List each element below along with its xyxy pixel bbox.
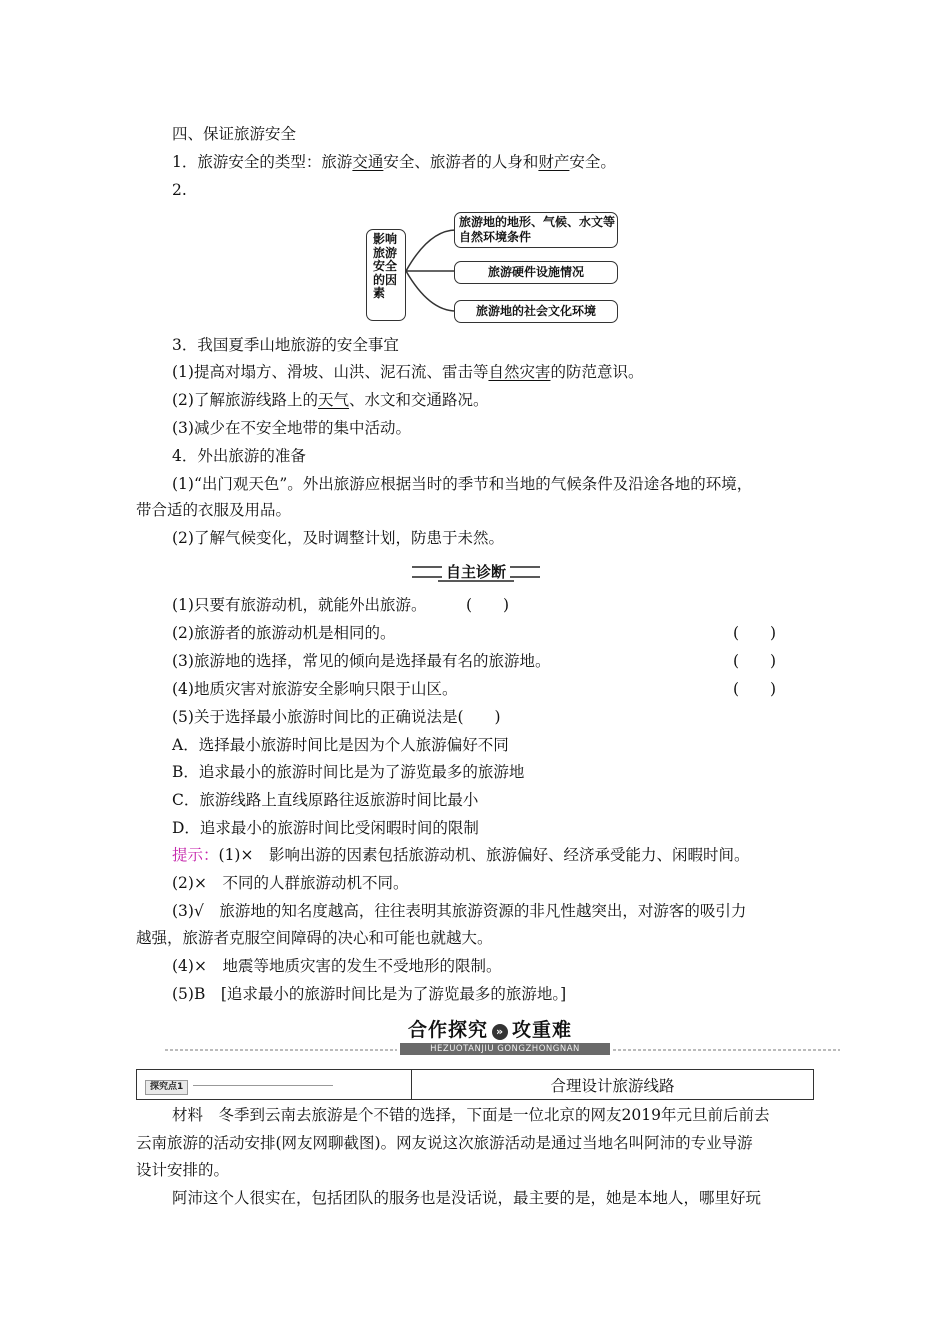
paragraph-line: 云南旅游的活动安排(网友网聊截图)。网友说这次旅游活动是通过当地名叫阿沛的专业导游 bbox=[136, 1134, 753, 1152]
answer-blank: ( ) bbox=[466, 596, 510, 614]
paragraph-line bbox=[172, 152, 616, 172]
section-banner bbox=[412, 562, 540, 582]
paragraph-line: 3．我国夏季山地旅游的安全事宜 bbox=[172, 336, 399, 354]
text: (1)提高对塌方、滑坡、山洪、泥石流、雷击等 bbox=[172, 363, 489, 381]
option-c: C．旅游线路上直线原路往返旅游时间比最小 bbox=[172, 791, 479, 809]
paragraph-line: 带合适的衣服及用品。 bbox=[136, 501, 292, 519]
underlined-term: 自然灾害 bbox=[488, 363, 551, 381]
banner-title-a: 合作探究 bbox=[408, 1019, 489, 1041]
tip-label: 提示： bbox=[172, 846, 219, 864]
answer-line bbox=[172, 845, 749, 865]
text: 、水文和交通路况。 bbox=[348, 391, 489, 409]
topic-tag-cell bbox=[137, 1070, 412, 1100]
question-line: (1)只要有旅游动机，就能外出旅游。 bbox=[172, 596, 427, 614]
tag-underline bbox=[193, 1085, 333, 1086]
diagram-root-box bbox=[366, 229, 406, 321]
answer-line: (5)B [追求最小的旅游时间比是为了游览最多的旅游地。] bbox=[172, 985, 567, 1003]
paragraph-line bbox=[172, 390, 489, 410]
text: (1)× 影响出游的因素包括旅游动机、旅游偏好、经济承受能力、闲暇时间。 bbox=[218, 846, 750, 864]
banner-title: 自主诊断 bbox=[445, 563, 506, 581]
question-line: (2)旅游者的旅游动机是相同的。 bbox=[172, 624, 396, 642]
banner-title-b: 攻重难 bbox=[512, 1019, 573, 1041]
diagram-box-culture: 旅游地的社会文化环境 bbox=[454, 300, 618, 323]
answer-line: (2)× 不同的人群旅游动机不同。 bbox=[172, 874, 409, 892]
topic-title: 合理设计旅游线路 bbox=[412, 1070, 814, 1100]
paragraph-line: 阿沛这个人很实在，包括团队的服务也是没话说，最主要的是，她是本地人，哪里好玩 bbox=[172, 1189, 762, 1207]
question-line: (4)地质灾害对旅游安全影响只限于山区。 bbox=[172, 680, 458, 698]
double-chevron-icon: » bbox=[492, 1024, 508, 1040]
answer-blank: ( ) bbox=[733, 624, 777, 642]
banner-subtitle: HEZUOTANJIU GONGZHONGNAN bbox=[400, 1043, 610, 1055]
topic-table bbox=[136, 1069, 814, 1100]
diagram-box-natural: 旅游地的地形、气候、水文等自然环境条件 bbox=[454, 212, 618, 248]
paragraph-line: (1)“出门观天色”。外出旅游应根据当时的季节和当地的气候条件及沿途各地的环境， bbox=[172, 475, 753, 493]
diagram-box-facilities: 旅游硬件设施情况 bbox=[454, 261, 618, 284]
text: 安全。 bbox=[569, 153, 616, 171]
text: 的防范意识。 bbox=[550, 363, 644, 381]
diagram-root-label: 影响旅游安全的因素 bbox=[373, 232, 398, 300]
section-banner-explore bbox=[165, 1017, 840, 1059]
paragraph-line: 2. bbox=[172, 181, 187, 199]
underlined-term: 交通 bbox=[352, 153, 384, 171]
paragraph-line: (2)了解气候变化，及时调整计划，防患于未然。 bbox=[172, 529, 504, 547]
paragraph-line: 设计安排的。 bbox=[136, 1161, 230, 1179]
text: 1．旅游安全的类型：旅游 bbox=[172, 153, 353, 171]
text: (2)了解旅游线路上的 bbox=[172, 391, 318, 409]
paragraph-line: 材料 冬季到云南去旅游是个不错的选择，下面是一位北京的网友2019年元旦前后前去 bbox=[172, 1106, 770, 1124]
answer-line: (4)× 地震等地质灾害的发生不受地形的限制。 bbox=[172, 957, 502, 975]
option-a: A．选择最小旅游时间比是因为个人旅游偏好不同 bbox=[172, 736, 509, 754]
paragraph-line: 4．外出旅游的准备 bbox=[172, 447, 306, 465]
answer-blank: ( ) bbox=[733, 680, 777, 698]
option-b: B．追求最小的旅游时间比是为了游览最多的旅游地 bbox=[172, 763, 525, 781]
text: 安全、旅游者的人身和 bbox=[383, 153, 539, 171]
question-line: (3)旅游地的选择，常见的倾向是选择最有名的旅游地。 bbox=[172, 652, 551, 670]
paragraph-line bbox=[172, 362, 644, 382]
section-heading: 四、保证旅游安全 bbox=[172, 125, 297, 143]
underlined-term: 财产 bbox=[538, 153, 570, 171]
answer-blank: ( ) bbox=[733, 652, 777, 670]
answer-line: (3)√ 旅游地的知名度越高，往往表明其旅游资源的非凡性越突出，对游客的吸引力 bbox=[172, 902, 747, 920]
answer-line: 越强，旅游者克服空间障碍的决心和可能也就越大。 bbox=[136, 929, 493, 947]
question-line: (5)关于选择最小旅游时间比的正确说法是( ) bbox=[172, 708, 501, 726]
banner-title bbox=[408, 1017, 572, 1043]
diagram-connectors bbox=[404, 225, 460, 325]
underlined-term: 天气 bbox=[317, 391, 349, 409]
paragraph-line: (3)减少在不安全地带的集中活动。 bbox=[172, 419, 411, 437]
topic-tag: 探究点1 bbox=[145, 1080, 188, 1095]
option-d: D．追求最小的旅游时间比受闲暇时间的限制 bbox=[172, 819, 479, 837]
